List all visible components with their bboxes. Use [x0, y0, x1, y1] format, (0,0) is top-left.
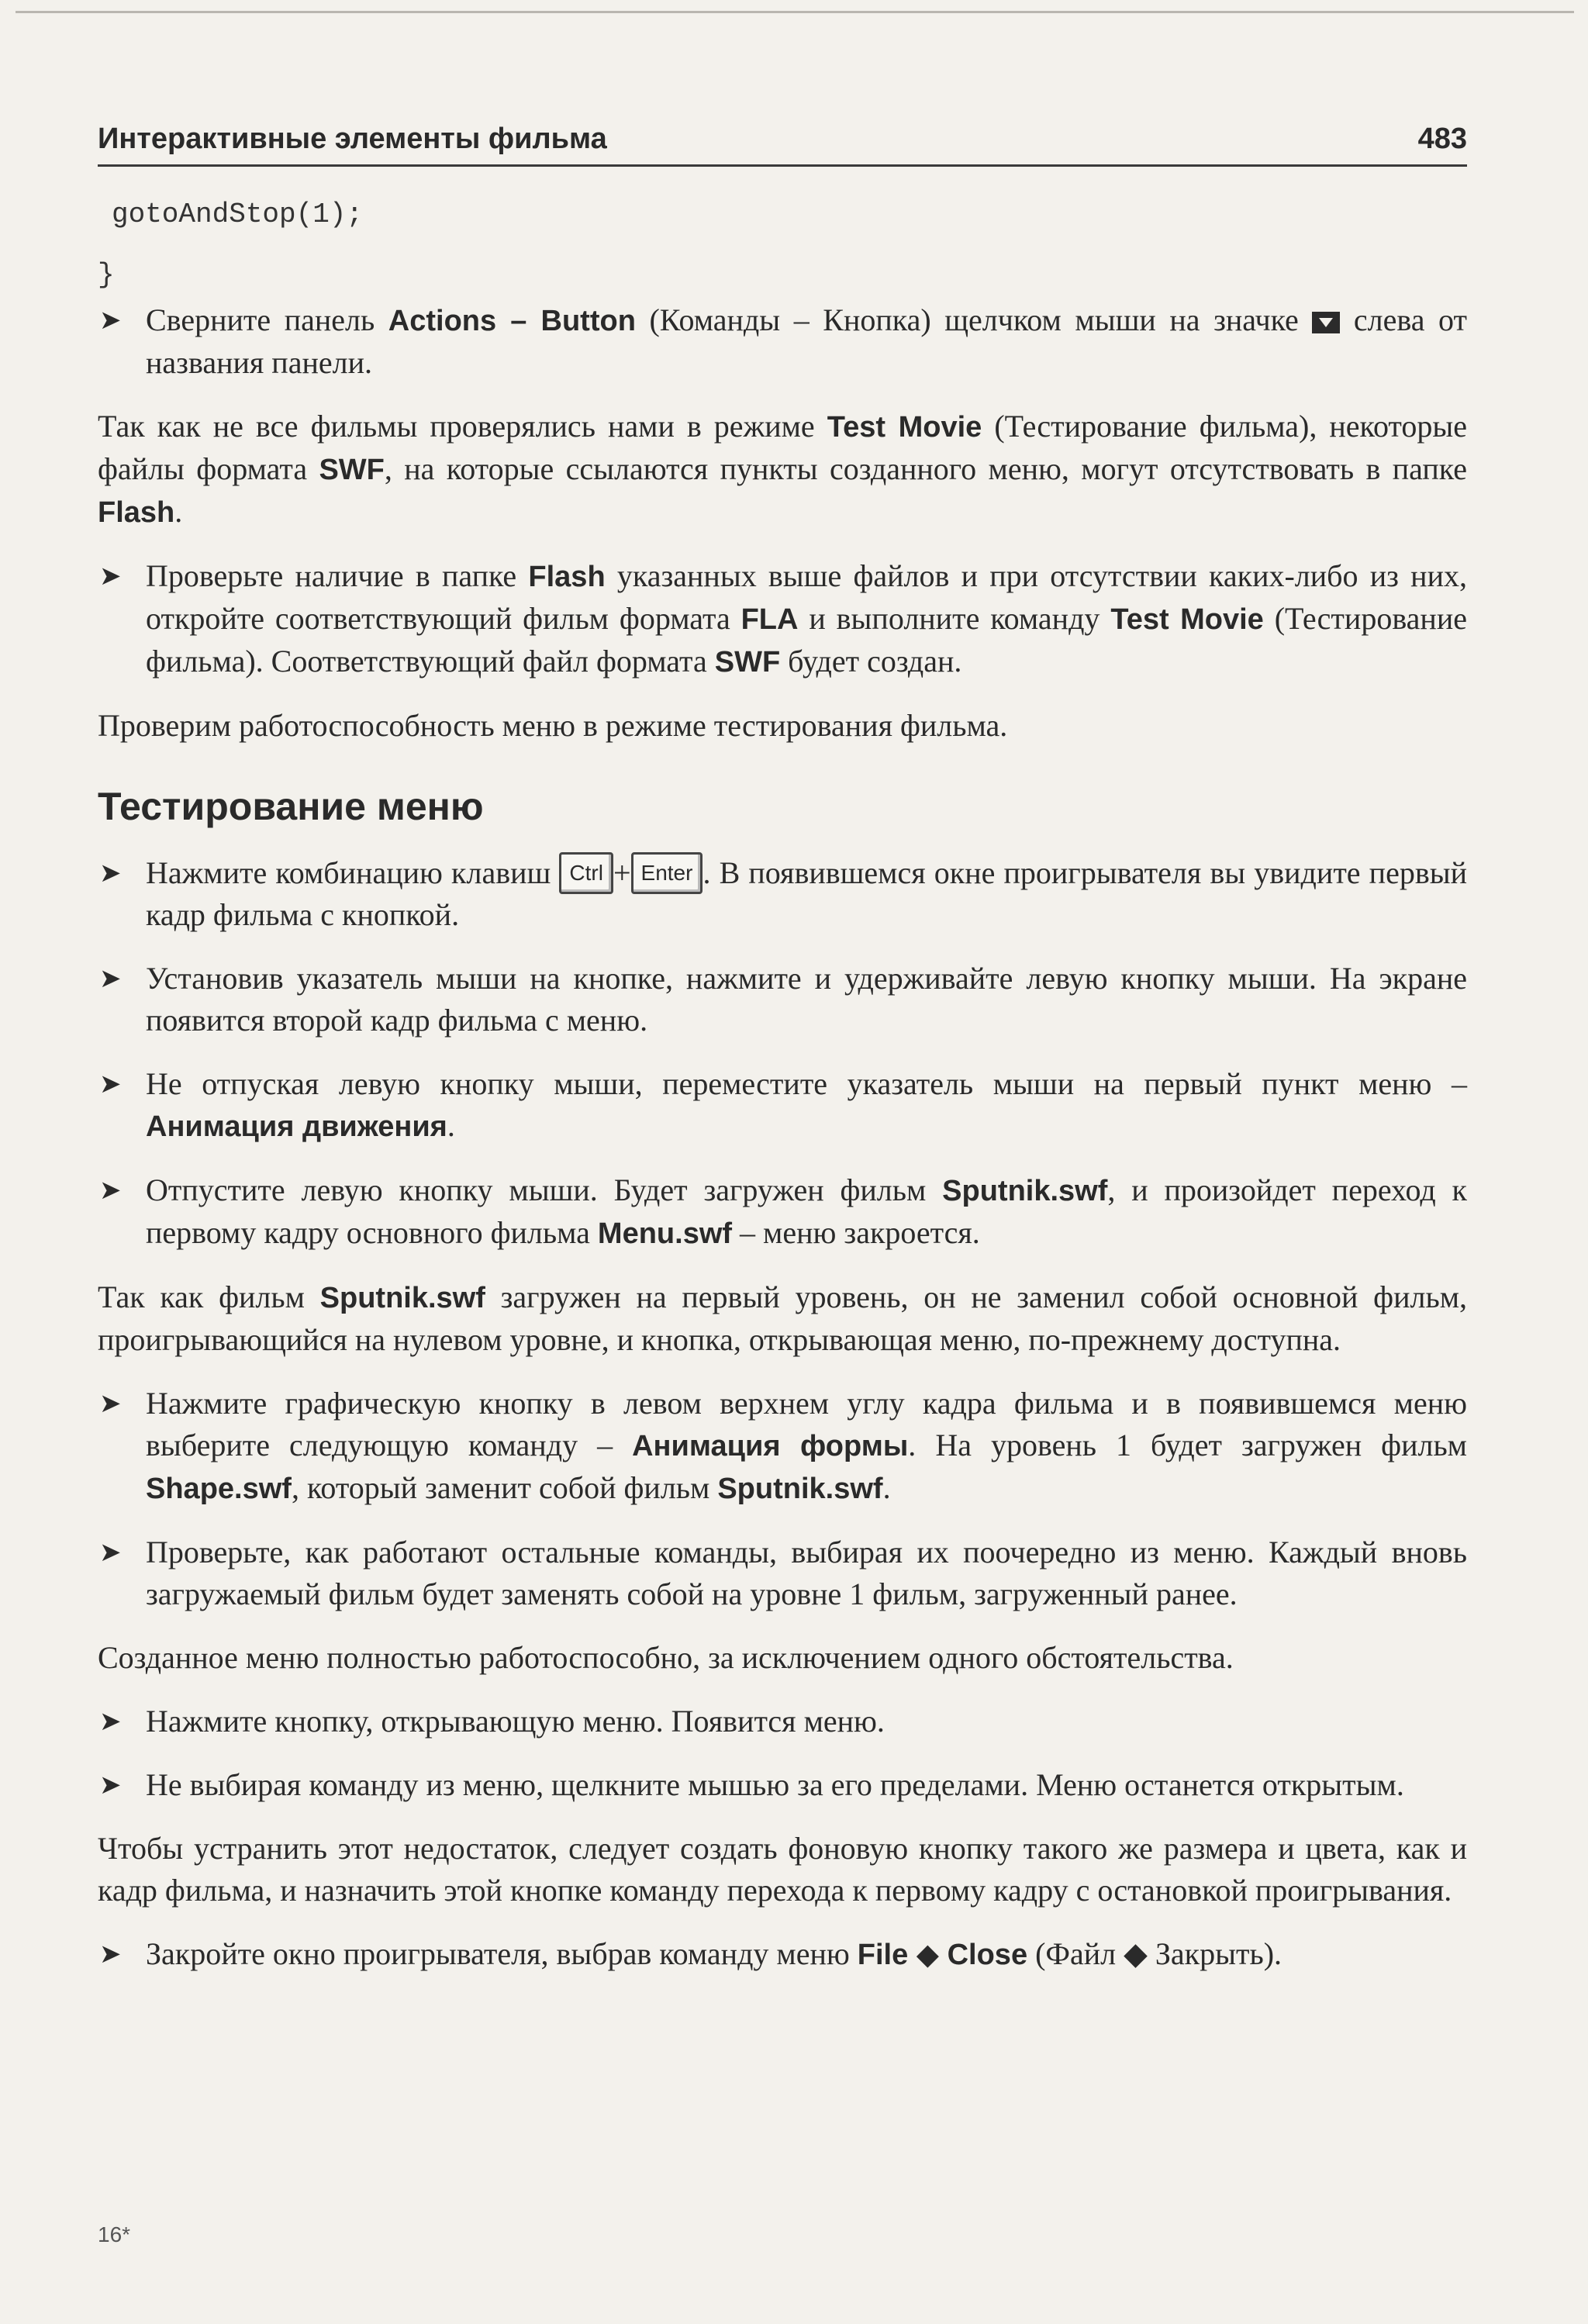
arrowhead-bullet-icon: ➤: [99, 1939, 122, 1970]
code-line: gotoAndStop(1);: [112, 199, 364, 230]
paragraph: Так как не все фильмы проверялись нами в режиме Test Movie (Тестирование фильма), некоторые файлы формата SWF, на которые ссылаются пункты созданного меню, могут отсутствовать в папке Flash.: [98, 409, 1468, 529]
list-item: ➤ Нажмите кнопку, открывающую меню. Появится меню.: [98, 1701, 1467, 1742]
ctrl-key: Ctrl: [559, 852, 613, 894]
diamond-icon: ◆: [908, 1939, 948, 1971]
paragraph: Так как фильм Sputnik.swf загружен на первый уровень, он не заменил собой основной фильм, проигрывающийся на нулевом уровне, и кнопка, открывающая меню, по-прежнему доступна.: [98, 1279, 1468, 1357]
arrowhead-bullet-icon: ➤: [99, 1537, 122, 1568]
list-item: ➤ Нажмите графическую кнопку в левом верхнем углу кадра фильма и в появившемся меню выберите следующую команду – Анимация формы. На уровень 1 будет загружен фильм Shape.swf, который заменит собой фильм Sputnik.swf.: [98, 1383, 1467, 1510]
list-item: ➤ Нажмите комбинацию клавиш Ctrl + Enter . В появившемся окне проигрывателя вы увидите первый кадр фильма с кнопкой.: [98, 852, 1467, 936]
signature-mark: 16*: [98, 2222, 131, 2246]
list-item: ➤ Закройте окно проигрывателя, выбрав команду меню File ◆ Close (Файл ◆ Закрыть).: [98, 1933, 1467, 1976]
arrowhead-bullet-icon: ➤: [99, 1069, 122, 1100]
list-item: ➤ Проверьте, как работают остальные команды, выбирая их поочередно из меню. Каждый вновь загружаемый фильм будет заменять собой на уровне 1 фильм, загруженный ранее.: [98, 1531, 1467, 1615]
list-item: ➤ Отпустите левую кнопку мыши. Будет загружен фильм Sputnik.swf, и произойдет переход к первому кадру основного фильма Menu.swf – меню закроется.: [98, 1169, 1467, 1255]
page-body: [98, 299, 1467, 1998]
arrowhead-bullet-icon: ➤: [99, 1770, 122, 1801]
arrowhead-bullet-icon: ➤: [99, 1706, 122, 1737]
panel-collapse-icon: [1312, 312, 1340, 333]
key-plus: +: [613, 855, 631, 890]
paragraph: Проверим работоспособность меню в режиме тестирования фильма.: [98, 708, 1008, 743]
list-item: ➤ Сверните панель Actions – Button (Команды – Кнопка) щелчком мыши на значке слева от названия панели.: [98, 299, 1467, 384]
arrowhead-bullet-icon: ➤: [99, 963, 122, 994]
arrowhead-bullet-icon: ➤: [99, 561, 122, 592]
list-item: ➤ Проверьте наличие в папке Flash указанных выше файлов и при отсутствии каких-либо из них, откройте соответствующий фильм формата FLA и выполните команду Test Movie (Тестирование фильма). Соответствующий файл формата SWF будет создан.: [98, 555, 1467, 683]
running-header: [98, 116, 1467, 167]
top-scan-rule: [16, 11, 1574, 13]
diamond-icon: ◆: [1124, 1936, 1148, 1971]
enter-key: Enter: [631, 852, 703, 894]
paragraph: Созданное меню полностью работоспособно, за исключением одного обстоятельства.: [98, 1640, 1234, 1675]
arrowhead-bullet-icon: ➤: [99, 305, 122, 336]
list-item: ➤ Не выбирая команду из меню, щелкните мышью за его пределами. Меню останется открытым.: [98, 1764, 1467, 1806]
list-item: ➤ Не отпуская левую кнопку мыши, переместите указатель мыши на первый пункт меню – Анимация движения.: [98, 1063, 1467, 1148]
code-snippet: [98, 185, 363, 306]
arrowhead-bullet-icon: ➤: [99, 1388, 122, 1419]
page-number: 483: [1417, 123, 1467, 155]
code-line: }: [98, 259, 115, 291]
section-heading: Тестирование меню: [98, 785, 484, 828]
arrowhead-bullet-icon: ➤: [99, 858, 122, 889]
list-item: ➤ Установив указатель мыши на кнопке, нажмите и удерживайте левую кнопку мыши. На экране появится второй кадр фильма с меню.: [98, 958, 1467, 1041]
paragraph: Чтобы устранить этот недостаток, следует создать фоновую кнопку такого же размера и цвета, как и кадр фильма, и назначить этой кнопке команду перехода к первому кадру с остановкой проигрывания.: [98, 1831, 1467, 1908]
chapter-title: Интерактивные элементы фильма: [98, 123, 607, 155]
arrowhead-bullet-icon: ➤: [99, 1175, 122, 1206]
